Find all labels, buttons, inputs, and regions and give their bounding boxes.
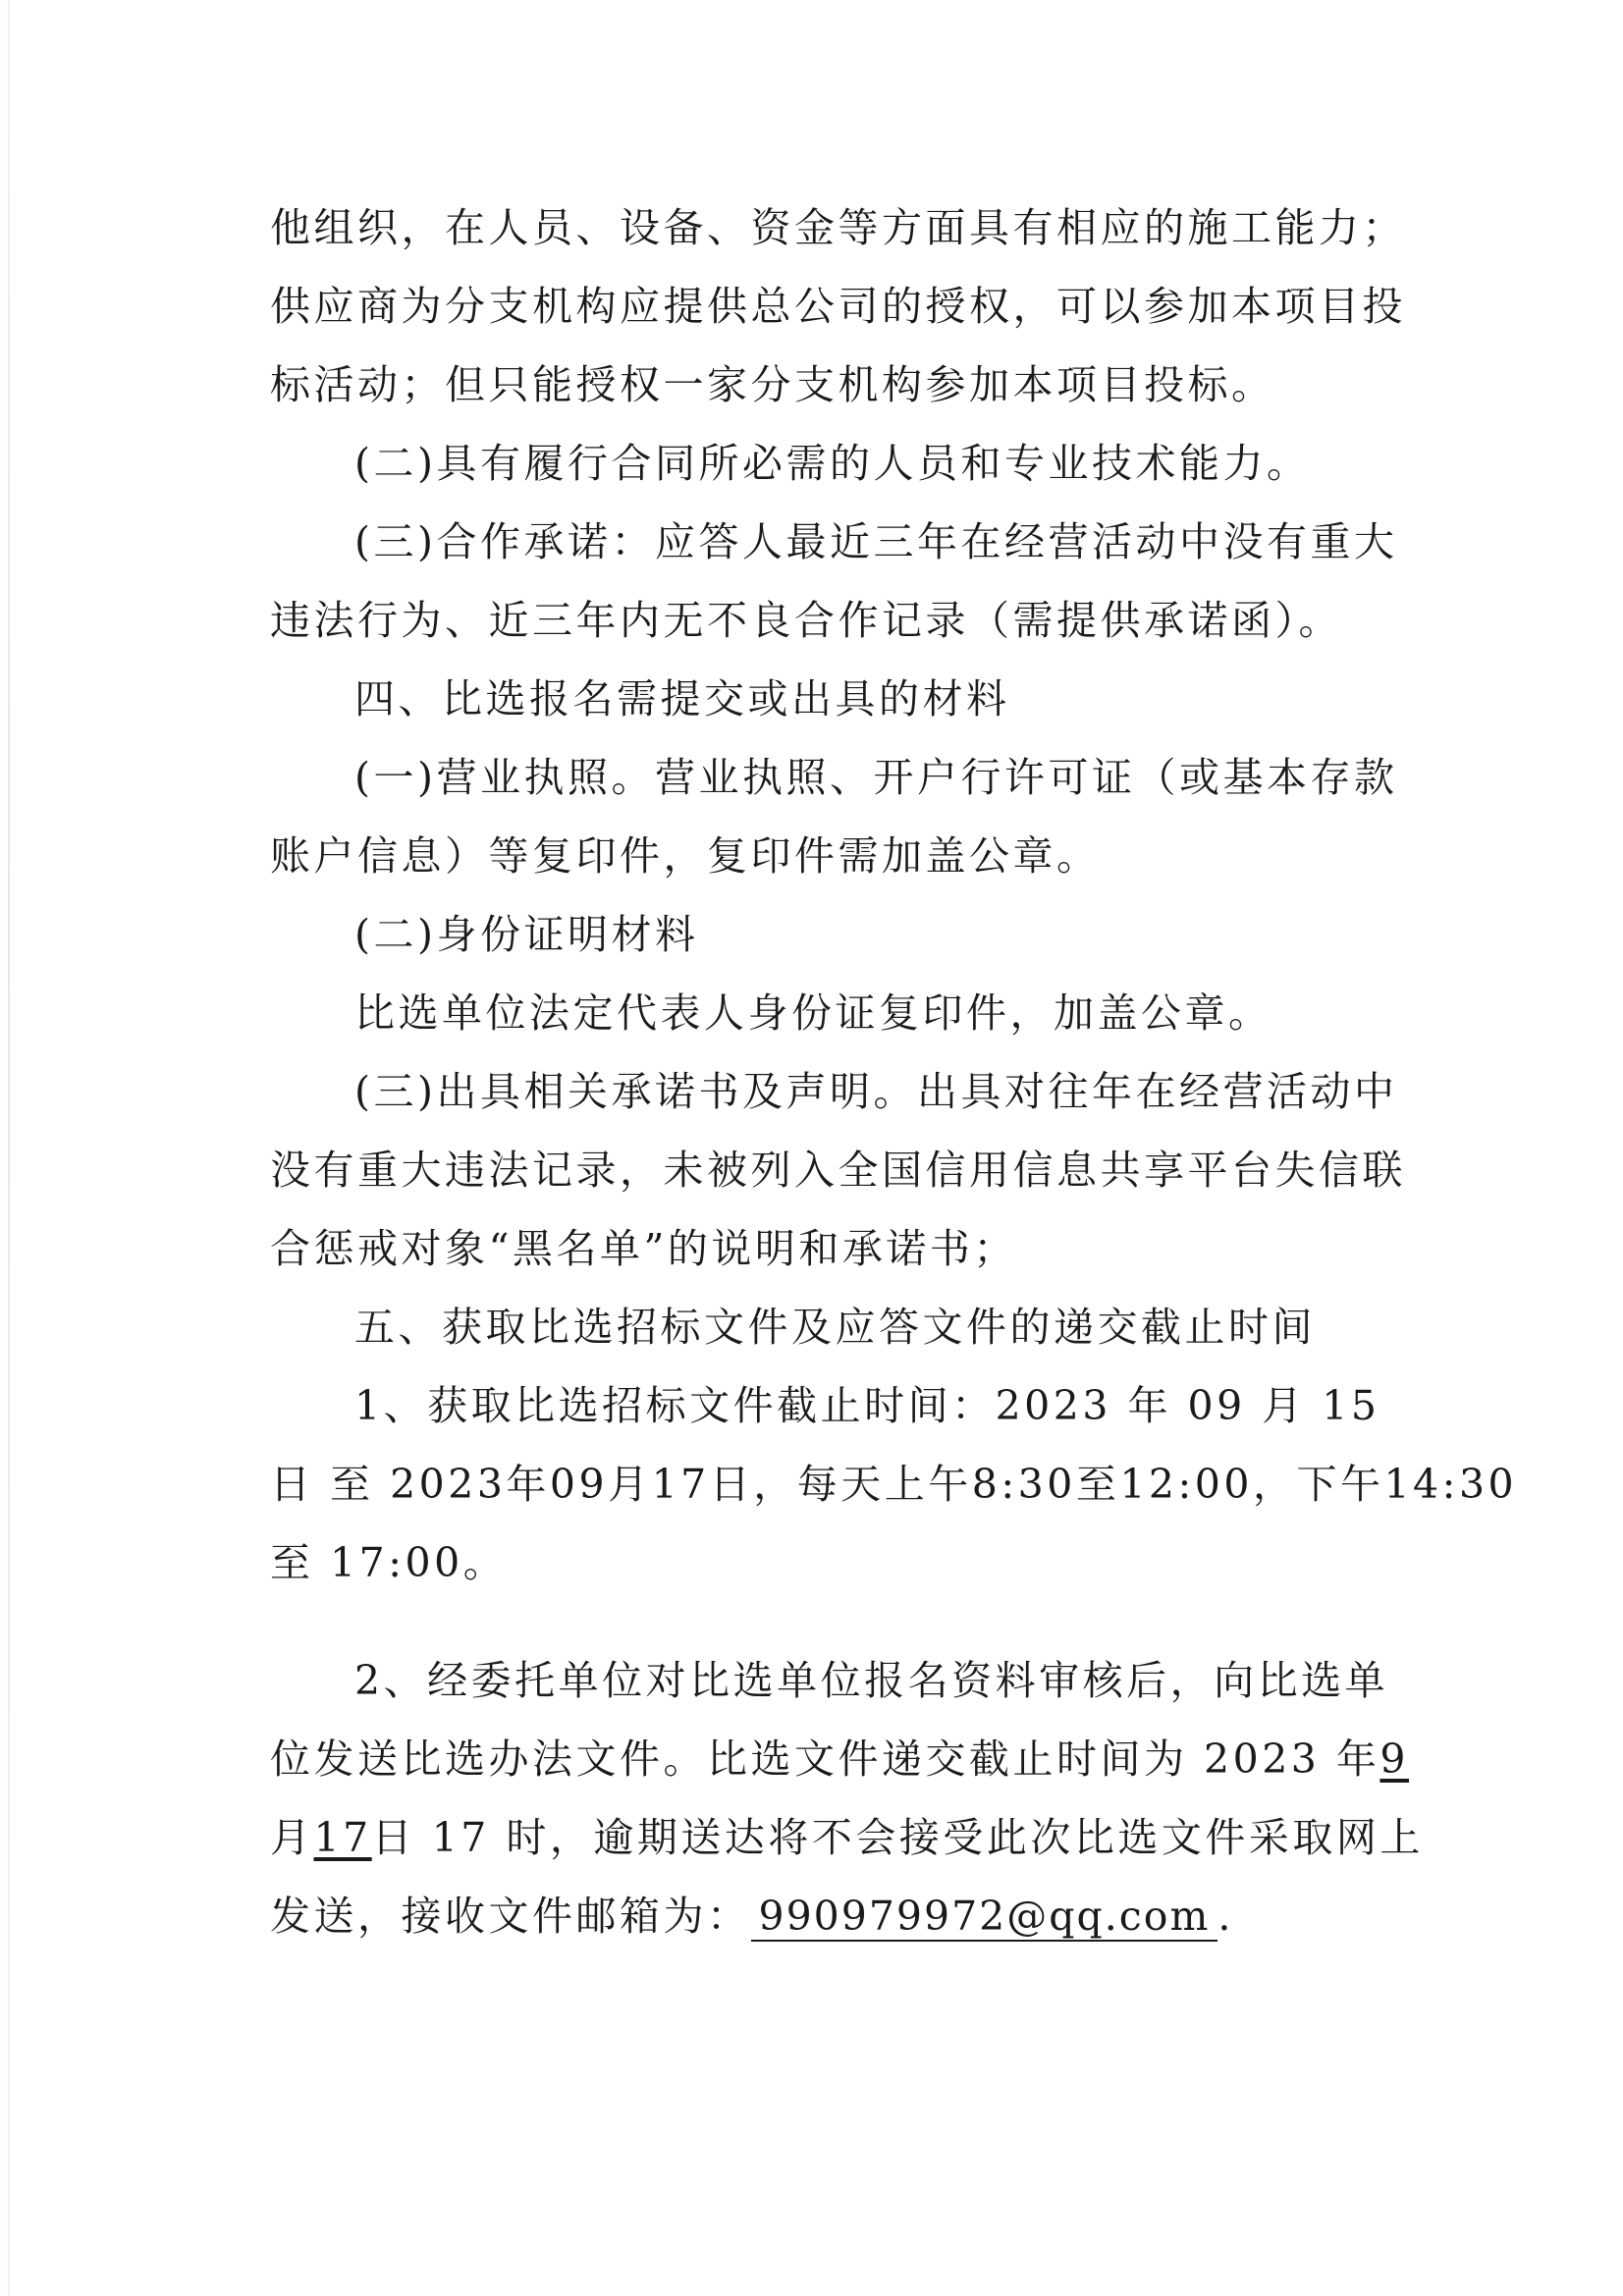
paragraph-line (270, 1798, 1424, 1877)
paragraph-line: 比选单位法定代表人身份证复印件，加盖公章。 (354, 989, 1272, 1037)
paragraph-text: 发送，接收文件邮箱为： (270, 1893, 751, 1940)
paragraph-text: . (1217, 1893, 1234, 1940)
paragraph-text: 日 17 时，逾期送达将不会接受此次比选文件采取网上 (371, 1814, 1424, 1861)
paragraph-line: 账户信息）等复印件，复印件需加盖公章。 (270, 832, 1101, 880)
scan-edge-line (8, 0, 10, 2296)
paragraph-line: (三)出具相关承诺书及声明。出具对往年在经营活动中 (354, 1068, 1398, 1115)
paragraph-line: 合惩戒对象“黑名单”的说明和承诺书； (270, 1225, 1017, 1272)
paragraph-line: 日 至 2023年09月17日，每天上午8:30至12:00，下午14:30 (270, 1461, 1518, 1508)
paragraph-line: 1、获取比选招标文件截止时间：2023 年 09 月 15 (354, 1382, 1380, 1429)
paragraph-text: 位发送比选办法文件。比选文件递交截止时间为 2023 年 (270, 1735, 1380, 1783)
paragraph-line: 违法行为、近三年内无不良合作记录（需提供承诺函）。 (270, 597, 1342, 644)
underlined-day: 17 (313, 1814, 372, 1861)
paragraph-line: 他组织，在人员、设备、资金等方面具有相应的施工能力； (270, 204, 1406, 251)
document-body (270, 188, 1518, 1955)
section-heading: 四、比选报名需提交或出具的材料 (354, 675, 1010, 722)
paragraph-line: (二)具有履行合同所必需的人员和专业技术能力。 (354, 440, 1311, 487)
paragraph-line: 没有重大违法记录，未被列入全国信用信息共享平台失信联 (270, 1147, 1406, 1194)
paragraph-line (270, 1877, 1389, 1955)
paragraph-line: (一)营业执照。营业执照、开户行许可证（或基本存款 (354, 754, 1398, 801)
underlined-month: 9 (1380, 1735, 1409, 1783)
paragraph-line: 供应商为分支机构应提供总公司的授权，可以参加本项目投 (270, 283, 1406, 330)
paragraph-line: 标活动；但只能授权一家分支机构参加本项目投标。 (270, 361, 1275, 408)
paragraph-line: (三)合作承诺：应答人最近三年在经营活动中没有重大 (354, 518, 1398, 565)
paragraph-line: (二)身份证明材料 (354, 911, 699, 958)
email-address: 990979972@qq.com (751, 1893, 1218, 1942)
section-heading: 五、获取比选招标文件及应答文件的递交截止时间 (354, 1304, 1316, 1351)
paragraph-line: 2、经委托单位对比选单位报名资料审核后，向比选单 (354, 1657, 1389, 1704)
paragraph-line: 至 17:00。 (270, 1539, 508, 1586)
paragraph-line (270, 1720, 1409, 1798)
paragraph-text: 月 (270, 1814, 314, 1861)
